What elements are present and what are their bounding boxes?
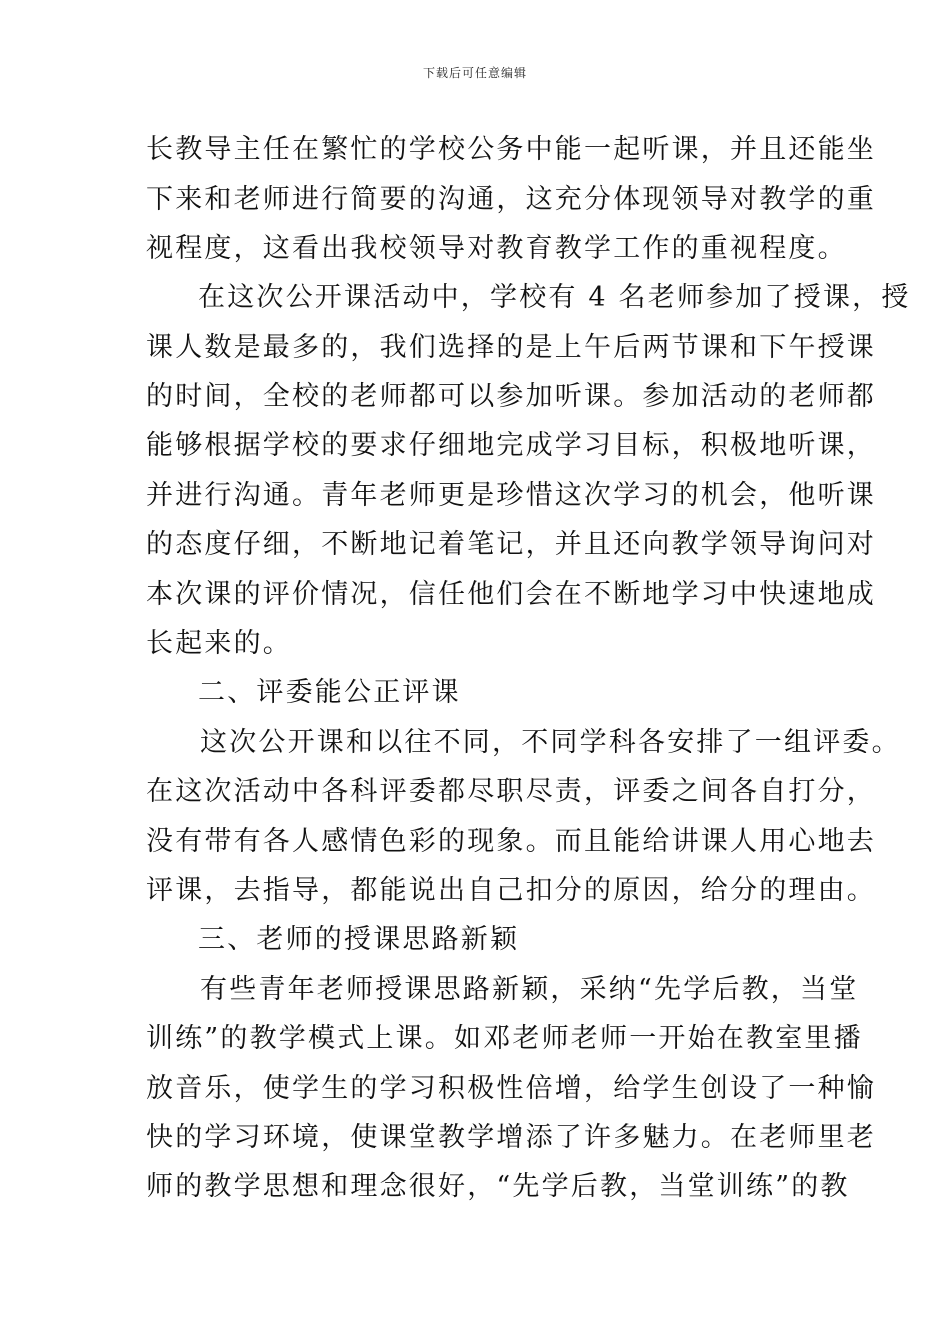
- body-line: 课人数是最多的，我们选择的是上午后两节课和下午授课: [146, 332, 876, 363]
- body-line: 长起来的。: [146, 628, 292, 659]
- body-line: 的时间，全校的老师都可以参加听课。参加活动的老师都: [146, 381, 876, 412]
- body-line: 并进行沟通。青年老师更是珍惜这次学习的机会，他听课: [146, 480, 876, 511]
- body-line: 这次公开课和以往不同，不同学科各安排了一组评委。: [200, 727, 901, 758]
- body-line: 训练”的教学模式上课。如邓老师老师一开始在教室里播: [146, 1023, 863, 1054]
- body-line: 在这次公开课活动中，学校有 4 名老师参加了授课，授: [198, 282, 911, 313]
- body-line: 能够根据学校的要求仔细地完成学习目标，积极地听课，: [146, 430, 876, 461]
- body-line: 的态度仔细，不断地记着笔记，并且还向教学领导询问对: [146, 529, 876, 560]
- body-line: 放音乐，使学生的学习积极性倍增，给学生创设了一种愉: [146, 1073, 876, 1104]
- body-line: 本次课的评价情况，信任他们会在不断地学习中快速地成: [146, 579, 876, 610]
- body-line: 师的教学思想和理念很好，“先学后教，当堂训练”的教: [146, 1171, 850, 1202]
- section-heading: 二、评委能公正评课: [198, 677, 461, 708]
- page-header: 下载后可任意编辑: [422, 66, 527, 80]
- body-line: 下来和老师进行简要的沟通，这充分体现领导对教学的重: [146, 184, 876, 215]
- body-line: 有些青年老师授课思路新颖，采纳“先学后教，当堂: [200, 974, 859, 1005]
- body-line: 没有带有各人感情色彩的现象。而且能给讲课人用心地去: [146, 826, 876, 857]
- body-line: 评课，去指导，都能说出自己扣分的原因，给分的理由。: [146, 875, 876, 906]
- section-heading: 三、老师的授课思路新颖: [198, 924, 520, 955]
- body-line: 视程度，这看出我校领导对教育教学工作的重视程度。: [146, 233, 847, 264]
- body-line: 长教导主任在繁忙的学校公务中能一起听课，并且还能坐: [146, 134, 876, 165]
- body-line: 快的学习环境，使课堂教学增添了许多魅力。在老师里老: [146, 1122, 876, 1153]
- body-line: 在这次活动中各科评委都尽职尽责，评委之间各自打分，: [146, 776, 876, 807]
